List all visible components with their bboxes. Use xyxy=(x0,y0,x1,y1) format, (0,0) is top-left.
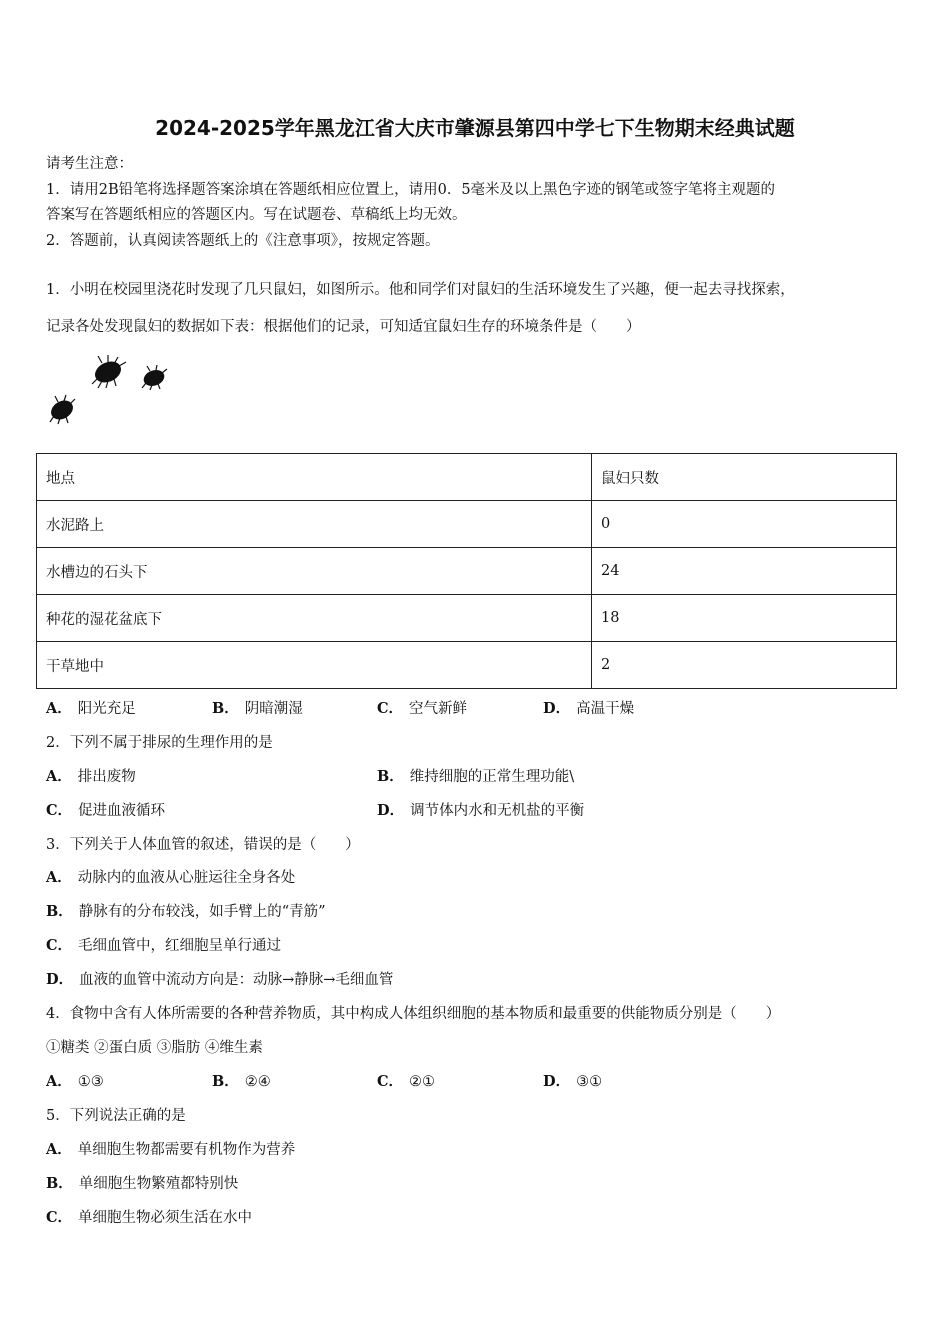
q4-option-d xyxy=(543,1070,602,1091)
q4-option-b xyxy=(212,1070,271,1091)
option-text: ②④ xyxy=(244,1074,271,1090)
table-cell-location: 种花的湿花盆底下 xyxy=(37,595,592,642)
q2-option-a xyxy=(46,765,136,786)
q2-option-b xyxy=(377,765,574,786)
option-text: 排出废物 xyxy=(77,769,136,785)
option-text: 单细胞生物繁殖都特别快 xyxy=(78,1176,239,1192)
q4-option-c xyxy=(377,1070,435,1091)
q3-option-c xyxy=(46,934,281,955)
option-letter: A． xyxy=(46,1141,72,1158)
option-letter: C． xyxy=(46,802,73,819)
option-text: 血液的血管中流动方向是：动脉→静脉→毛细血管 xyxy=(79,972,394,988)
q2-option-d xyxy=(377,799,584,820)
q4-option-a xyxy=(46,1070,104,1091)
q3-stem: 3．下列关于人体血管的叙述，错误的是（ ） xyxy=(46,837,360,853)
notice-item-1a: 1．请用2B铅笔将选择题答案涂填在答题纸相应位置上，请用0．5毫米及以上黑色字迹的钢笔或签字笔将主观题的 xyxy=(46,182,776,198)
q5-option-c xyxy=(46,1206,252,1227)
option-text: ②① xyxy=(409,1074,436,1090)
header-location: 地点 xyxy=(37,454,592,501)
q1-option-d xyxy=(543,697,634,718)
q1-option-c xyxy=(377,697,467,718)
table-cell-count: 24 xyxy=(592,548,897,595)
q3-option-a xyxy=(46,866,295,887)
option-letter: A． xyxy=(46,1073,72,1090)
option-letter: B． xyxy=(46,1175,73,1192)
q1-stem-line-1: 1．小明在校园里浇花时发现了几只鼠妇，如图所示。他和同学们对鼠妇的生活环境发生了兴趣，便一起去寻找探索， xyxy=(46,282,795,298)
option-letter: D． xyxy=(46,971,74,988)
page-title: 2024-2025学年黑龙江省大庆市肇源县第四中学七下生物期末经典试题 xyxy=(155,116,795,140)
option-letter: C． xyxy=(46,1209,73,1226)
option-letter: A． xyxy=(46,768,72,785)
table-row xyxy=(37,642,897,689)
option-text: 高温干燥 xyxy=(576,701,635,717)
q1-option-a xyxy=(46,697,136,718)
option-letter: C． xyxy=(46,937,73,954)
q5-stem: 5．下列说法正确的是 xyxy=(46,1108,186,1124)
q3-option-d xyxy=(46,968,393,989)
q5-option-a xyxy=(46,1138,295,1159)
option-text: 毛细血管中，红细胞呈单行通过 xyxy=(78,938,282,954)
option-text: 阳光充足 xyxy=(77,701,136,717)
table-cell-count: 2 xyxy=(592,642,897,689)
q2-stem: 2．下列不属于排尿的生理作用的是 xyxy=(46,735,273,751)
notice-item-1b: 答案写在答题纸相应的答题区内。写在试题卷、草稿纸上均无效。 xyxy=(46,207,467,223)
table-cell-count: 0 xyxy=(592,501,897,548)
q3-option-b xyxy=(46,900,326,921)
option-letter: A． xyxy=(46,700,72,717)
option-letter: D． xyxy=(377,802,405,819)
q5-option-b xyxy=(46,1172,238,1193)
option-text: 促进血液循环 xyxy=(78,803,166,819)
option-text: 单细胞生物必须生活在水中 xyxy=(78,1210,253,1226)
q2-option-c xyxy=(46,799,165,820)
table-row xyxy=(37,595,897,642)
table-row xyxy=(37,548,897,595)
option-letter: B． xyxy=(46,903,73,920)
option-text: 静脉有的分布较浅，如手臂上的“青筋” xyxy=(78,904,326,920)
option-text: 空气新鲜 xyxy=(409,701,468,717)
option-text: ③① xyxy=(576,1074,603,1090)
table-row xyxy=(37,501,897,548)
woodlouse-illustration xyxy=(46,350,176,430)
table-cell-location: 干草地中 xyxy=(37,642,592,689)
option-letter: A． xyxy=(46,869,72,886)
option-text: 单细胞生物都需要有机物作为营养 xyxy=(77,1142,296,1158)
notice-heading: 请考生注意： xyxy=(46,156,133,172)
table-cell-count: 18 xyxy=(592,595,897,642)
option-text: ①③ xyxy=(77,1074,104,1090)
option-letter: D． xyxy=(543,700,571,717)
table-header-row xyxy=(37,454,897,501)
header-count: 鼠妇只数 xyxy=(592,454,897,501)
option-text: 动脉内的血液从心脏运往全身各处 xyxy=(77,870,296,886)
q1-stem-line-2: 记录各处发现鼠妇的数据如下表：根据他们的记录，可知适宜鼠妇生存的环境条件是（ ） xyxy=(46,319,641,335)
option-letter: C． xyxy=(377,1073,404,1090)
table-cell-location: 水槽边的石头下 xyxy=(37,548,592,595)
option-letter: B． xyxy=(212,1073,239,1090)
q1-option-b xyxy=(212,697,303,718)
q4-stem: 4．食物中含有人体所需要的各种营养物质，其中构成人体组织细胞的基本物质和最重要的供能物质分别是（ ） xyxy=(46,1006,781,1022)
q4-items: ①糖类 ②蛋白质 ③脂肪 ④维生素 xyxy=(46,1040,263,1056)
table-cell-location: 水泥路上 xyxy=(37,501,592,548)
option-letter: B． xyxy=(212,700,239,717)
notice-item-2: 2．答题前，认真阅读答题纸上的《注意事项》，按规定答题。 xyxy=(46,233,440,249)
option-text: 维持细胞的正常生理功能\ xyxy=(409,769,575,785)
option-letter: C． xyxy=(377,700,404,717)
option-text: 调节体内水和无机盐的平衡 xyxy=(410,803,585,819)
option-letter: B． xyxy=(377,768,404,785)
woodlouse-count-table xyxy=(36,453,897,689)
option-text: 阴暗潮湿 xyxy=(244,701,303,717)
option-letter: D． xyxy=(543,1073,571,1090)
